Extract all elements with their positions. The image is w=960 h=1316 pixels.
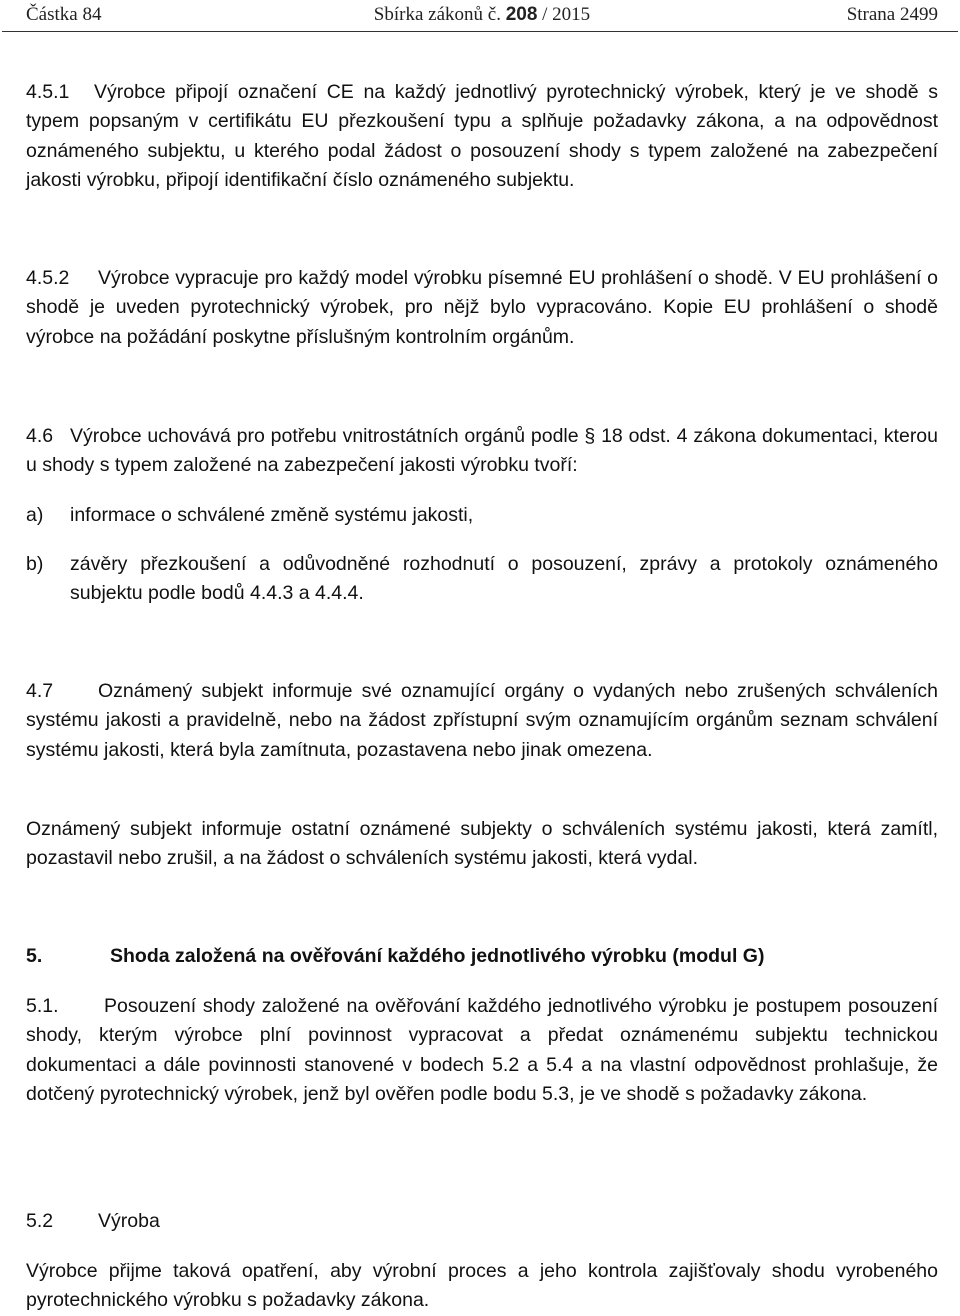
section-5-2-heading — [26, 1207, 938, 1236]
law-number: 208 — [505, 4, 538, 25]
section-number: 4.7 — [26, 680, 54, 702]
page-number: Strana 2499 — [846, 4, 938, 25]
item-label: a) — [26, 504, 44, 526]
item-text: informace o schválené změně systému jakosti, — [70, 504, 474, 526]
section-number: 4.5.1 — [26, 81, 70, 103]
section-4-7-paragraph-2 — [26, 815, 938, 874]
section-number: 4.6 — [26, 425, 54, 447]
section-text: Oznámený subjekt informuje ostatní oznámené subjekty o schváleních systému jakosti, která zamítl, pozastavil nebo zrušil, a na žádost o schváleních systému jakosti, která vydal. — [26, 818, 938, 870]
section-title: Výroba — [98, 1210, 160, 1232]
item-text: závěry přezkoušení a odůvodněné rozhodnutí o posouzení, zprávy a protokoly oznámeného subjektu podle bodů 4.4.3 a 4.4.4. — [70, 553, 938, 605]
page-header — [26, 0, 938, 30]
heading-title: Shoda založená na ověřování každého jednotlivého výrobku (modul G) — [110, 945, 765, 967]
collection-year: / 2015 — [542, 4, 591, 25]
section-5-1 — [26, 992, 938, 1109]
section-text: Oznámený subjekt informuje své oznamující orgány o vydaných nebo zrušených schváleních systému jakosti a pravidelně, nebo na žádost zpřístupní svým oznamujícím orgánům seznam schválení systému jakosti, která byla zamítnuta, pozastavena nebo jinak omezena. — [26, 680, 938, 761]
section-text: Výrobce vypracuje pro každý model výrobku písemné EU prohlášení o shodě. V EU prohlášení o shodě je uveden pyrotechnický výrobek, pro nějž bylo vypracováno. Kopie EU prohlášení o shodě výrobce na požádání poskytne příslušným kontrolním orgánům. — [26, 267, 938, 348]
list-item-a — [26, 501, 938, 530]
section-text: Výrobce připojí označení CE na každý jednotlivý pyrotechnický výrobek, který je ve shodě s typem popsaným v certifikátu EU přezkoušení typu a splňuje požadavky zákona, a na odpovědnost oznámeného subjektu, u kterého podal žádost o posouzení shody s typem založené na zabezpečení jakosti výrobku, připojí identifikační číslo oznámeného subjektu. — [26, 81, 938, 191]
header-rule — [2, 31, 958, 32]
section-text: Výrobce uchovává pro potřebu vnitrostátních orgánů podle § 18 odst. 4 zákona dokumentaci, kterou u shody s typem založené na zabezpečení jakosti výrobku tvoří: — [26, 425, 938, 477]
section-number: 4.5.2 — [26, 267, 70, 289]
item-label: b) — [26, 553, 44, 575]
issue-part: Částka 84 — [26, 4, 102, 25]
collection-title — [26, 4, 938, 26]
section-text: Posouzení shody založené na ověřování každého jednotlivého výrobku je postupem posouzení shody, kterým výrobce plní povinnost vypracovat a předat oznámenému subjektu technickou dokumentaci a dále povinnosti stanovené v bodech 5.2 a 5.4 a na vlastní odpovědnost prohlašuje, že dotčený pyrotechnický výrobek, jenž byl ověřen podle bodu 5.3, je ve shodě s požadavky zákona. — [26, 995, 938, 1105]
section-4-6 — [26, 422, 938, 481]
section-4-5-1 — [26, 78, 938, 195]
section-number: 5.2 — [26, 1210, 54, 1232]
section-4-5-2 — [26, 264, 938, 352]
section-5-heading — [26, 942, 938, 971]
heading-number: 5. — [26, 945, 43, 967]
section-number: 5.1. — [26, 995, 59, 1017]
list-item-b — [26, 550, 938, 609]
section-5-2-paragraph — [26, 1257, 938, 1316]
collection-prefix: Sbírka zákonů č. — [373, 4, 501, 25]
section-4-7 — [26, 677, 938, 765]
section-text: Výrobce přijme taková opatření, aby výrobní proces a jeho kontrola zajišťovaly shodu vyrobeného pyrotechnického výrobku s požadavky zákona. — [26, 1260, 938, 1312]
